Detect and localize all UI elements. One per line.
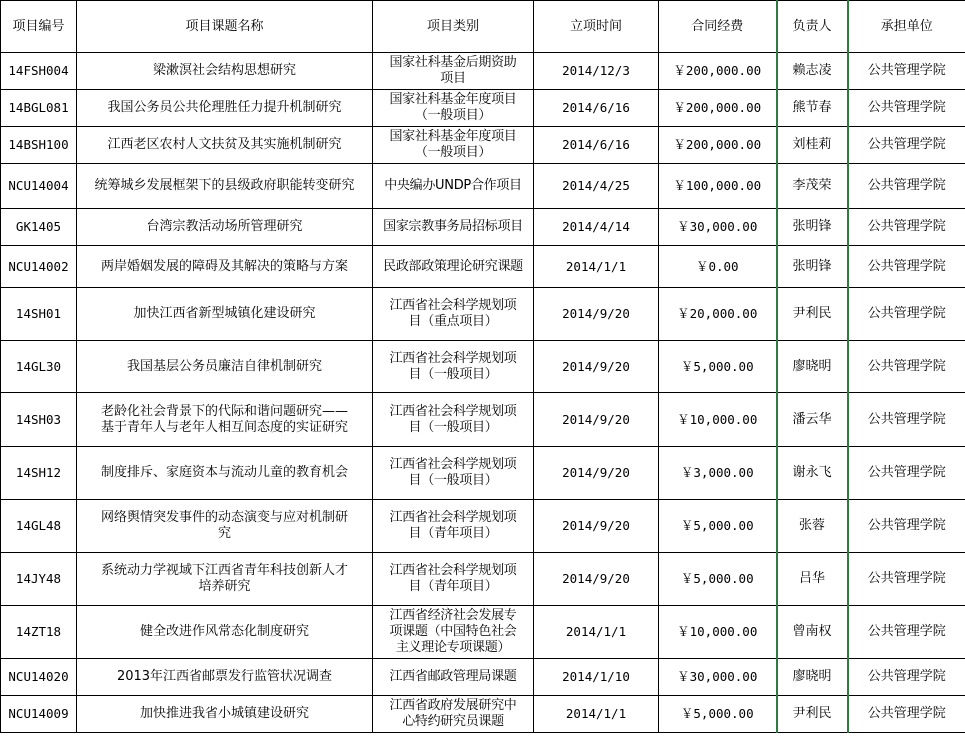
cell-unit[interactable]: 公共管理学院 [848,288,965,341]
cell-id[interactable]: NCU14020 [1,659,77,696]
cell-funding[interactable]: ￥5,000.00 [659,696,777,733]
cell-unit[interactable]: 公共管理学院 [848,606,965,659]
header-cell-leader[interactable]: 负责人 [777,1,848,53]
cell-funding[interactable]: ￥20,000.00 [659,288,777,341]
cell-unit[interactable]: 公共管理学院 [848,393,965,447]
cell-date[interactable]: 2014/4/14 [534,209,659,246]
table-row [1,127,965,164]
cell-leader[interactable]: 赖志凌 [777,53,848,90]
cell-date[interactable]: 2014/9/20 [534,553,659,606]
header-cell-id[interactable]: 项目编号 [1,1,77,53]
table-row [1,447,965,500]
cell-unit[interactable]: 公共管理学院 [848,447,965,500]
cell-leader[interactable]: 李茂荣 [777,164,848,209]
cell-category[interactable]: 江西省社会科学规划项 目（一般项目） [373,447,534,500]
cell-id[interactable]: 14SH12 [1,447,77,500]
cell-name[interactable]: 台湾宗教活动场所管理研究 [77,209,373,246]
cell-funding[interactable]: ￥30,000.00 [659,209,777,246]
cell-leader[interactable]: 廖晓明 [777,659,848,696]
cell-funding[interactable]: ￥5,000.00 [659,500,777,553]
table-row [1,246,965,288]
header-cell-name[interactable]: 项目课题名称 [77,1,373,53]
cell-name[interactable]: 制度排斥、家庭资本与流动儿童的教育机会 [77,447,373,500]
cell-funding[interactable]: ￥30,000.00 [659,659,777,696]
cell-category[interactable]: 中央编办UNDP合作项目 [373,164,534,209]
header-cell-funding[interactable]: 合同经费 [659,1,777,53]
cell-funding[interactable]: ￥200,000.00 [659,90,777,127]
cell-name[interactable]: 我国公务员公共伦理胜任力提升机制研究 [77,90,373,127]
cell-name[interactable]: 网络舆情突发事件的动态演变与应对机制研 究 [77,500,373,553]
cell-funding[interactable]: ￥10,000.00 [659,606,777,659]
cell-date[interactable]: 2014/6/16 [534,90,659,127]
cell-date[interactable]: 2014/9/20 [534,500,659,553]
cell-category[interactable]: 江西省社会科学规划项 目（一般项目） [373,393,534,447]
cell-unit[interactable]: 公共管理学院 [848,553,965,606]
cell-date[interactable]: 2014/9/20 [534,341,659,393]
table-row [1,341,965,393]
cell-funding[interactable]: ￥5,000.00 [659,553,777,606]
cell-funding[interactable]: ￥3,000.00 [659,447,777,500]
cell-leader[interactable]: 尹利民 [777,696,848,733]
cell-date[interactable]: 2014/6/16 [534,127,659,164]
cell-category[interactable]: 国家社科基金年度项目 （一般项目） [373,90,534,127]
header-cell-date[interactable]: 立项时间 [534,1,659,53]
cell-date[interactable]: 2014/12/3 [534,53,659,90]
cell-leader[interactable]: 曾南权 [777,606,848,659]
cell-date[interactable]: 2014/1/1 [534,246,659,288]
cell-funding[interactable]: ￥0.00 [659,246,777,288]
cell-name[interactable]: 老龄化社会背景下的代际和谐问题研究—— 基于青年人与老年人相互间态度的实证研究 [77,393,373,447]
cell-funding[interactable]: ￥10,000.00 [659,393,777,447]
cell-funding[interactable]: ￥200,000.00 [659,127,777,164]
cell-leader[interactable]: 谢永飞 [777,447,848,500]
table-row [1,696,965,733]
table-row [1,553,965,606]
cell-leader[interactable]: 张蓉 [777,500,848,553]
cell-date[interactable]: 2014/1/1 [534,696,659,733]
cell-id[interactable]: 14SH03 [1,393,77,447]
cell-name[interactable]: 2013年江西省邮票发行监管状况调查 [77,659,373,696]
cell-id[interactable]: NCU14004 [1,164,77,209]
cell-category[interactable]: 江西省邮政管理局课题 [373,659,534,696]
cell-date[interactable]: 2014/9/20 [534,288,659,341]
cell-leader[interactable]: 刘桂莉 [777,127,848,164]
table-row [1,164,965,209]
table-row [1,606,965,659]
cell-category[interactable]: 江西省社会科学规划项 目（重点项目） [373,288,534,341]
cell-id[interactable]: 14JY48 [1,553,77,606]
cell-name[interactable]: 江西老区农村人文扶贫及其实施机制研究 [77,127,373,164]
cell-category[interactable]: 国家社科基金年度项目 （一般项目） [373,127,534,164]
cell-leader[interactable]: 张明锋 [777,209,848,246]
cell-unit[interactable]: 公共管理学院 [848,164,965,209]
cell-name[interactable]: 健全改进作风常态化制度研究 [77,606,373,659]
cell-category[interactable]: 江西省社会科学规划项 目（青年项目） [373,553,534,606]
cell-id[interactable]: 14BSH100 [1,127,77,164]
cell-category[interactable]: 江西省政府发展研究中 心特约研究员课题 [373,696,534,733]
cell-category[interactable]: 江西省社会科学规划项 目（一般项目） [373,341,534,393]
table-row [1,500,965,553]
cell-category[interactable]: 江西省社会科学规划项 目（青年项目） [373,500,534,553]
cell-id[interactable]: 14GL48 [1,500,77,553]
cell-name[interactable]: 加快推进我省小城镇建设研究 [77,696,373,733]
cell-unit[interactable]: 公共管理学院 [848,127,965,164]
cell-leader[interactable]: 潘云华 [777,393,848,447]
cell-funding[interactable]: ￥5,000.00 [659,341,777,393]
cell-category[interactable]: 国家宗教事务局招标项目 [373,209,534,246]
cell-category[interactable]: 国家社科基金后期资助 项目 [373,53,534,90]
cell-leader[interactable]: 熊节春 [777,90,848,127]
cell-id[interactable]: NCU14009 [1,696,77,733]
cell-date[interactable]: 2014/4/25 [534,164,659,209]
cell-date[interactable]: 2014/1/1 [534,606,659,659]
cell-id[interactable]: 14ZT18 [1,606,77,659]
table-row [1,90,965,127]
cell-leader[interactable]: 廖晓明 [777,341,848,393]
cell-leader[interactable]: 吕华 [777,553,848,606]
cell-leader[interactable]: 尹利民 [777,288,848,341]
cell-name[interactable]: 加快江西省新型城镇化建设研究 [77,288,373,341]
cell-id[interactable]: 14SH01 [1,288,77,341]
cell-id[interactable]: 14BGL081 [1,90,77,127]
cell-unit[interactable]: 公共管理学院 [848,500,965,553]
cell-leader[interactable]: 张明锋 [777,246,848,288]
cell-id[interactable]: NCU14002 [1,246,77,288]
cell-unit[interactable]: 公共管理学院 [848,209,965,246]
cell-id[interactable]: 14FSH004 [1,53,77,90]
cell-name[interactable]: 我国基层公务员廉洁自律机制研究 [77,341,373,393]
cell-unit[interactable]: 公共管理学院 [848,90,965,127]
cell-funding[interactable]: ￥100,000.00 [659,164,777,209]
cell-unit[interactable]: 公共管理学院 [848,341,965,393]
cell-date[interactable]: 2014/9/20 [534,393,659,447]
cell-unit[interactable]: 公共管理学院 [848,659,965,696]
cell-name[interactable]: 两岸婚姻发展的障碍及其解决的策略与方案 [77,246,373,288]
header-row [1,1,965,53]
cell-unit[interactable]: 公共管理学院 [848,53,965,90]
cell-category[interactable]: 江西省经济社会发展专 项课题（中国特色社会 主义理论专项课题） [373,606,534,659]
cell-category[interactable]: 民政部政策理论研究课题 [373,246,534,288]
cell-name[interactable]: 统筹城乡发展框架下的县级政府职能转变研究 [77,164,373,209]
table-row [1,288,965,341]
table-row [1,209,965,246]
cell-name[interactable]: 梁漱溟社会结构思想研究 [77,53,373,90]
cell-date[interactable]: 2014/1/10 [534,659,659,696]
table-row [1,659,965,696]
table-row [1,393,965,447]
cell-id[interactable]: 14GL30 [1,341,77,393]
cell-name[interactable]: 系统动力学视域下江西省青年科技创新人才 培养研究 [77,553,373,606]
cell-funding[interactable]: ￥200,000.00 [659,53,777,90]
cell-unit[interactable]: 公共管理学院 [848,246,965,288]
cell-date[interactable]: 2014/9/20 [534,447,659,500]
cell-id[interactable]: GK1405 [1,209,77,246]
cell-unit[interactable]: 公共管理学院 [848,696,965,733]
header-cell-unit[interactable]: 承担单位 [848,1,965,53]
table-row [1,53,965,90]
header-cell-category[interactable]: 项目类别 [373,1,534,53]
